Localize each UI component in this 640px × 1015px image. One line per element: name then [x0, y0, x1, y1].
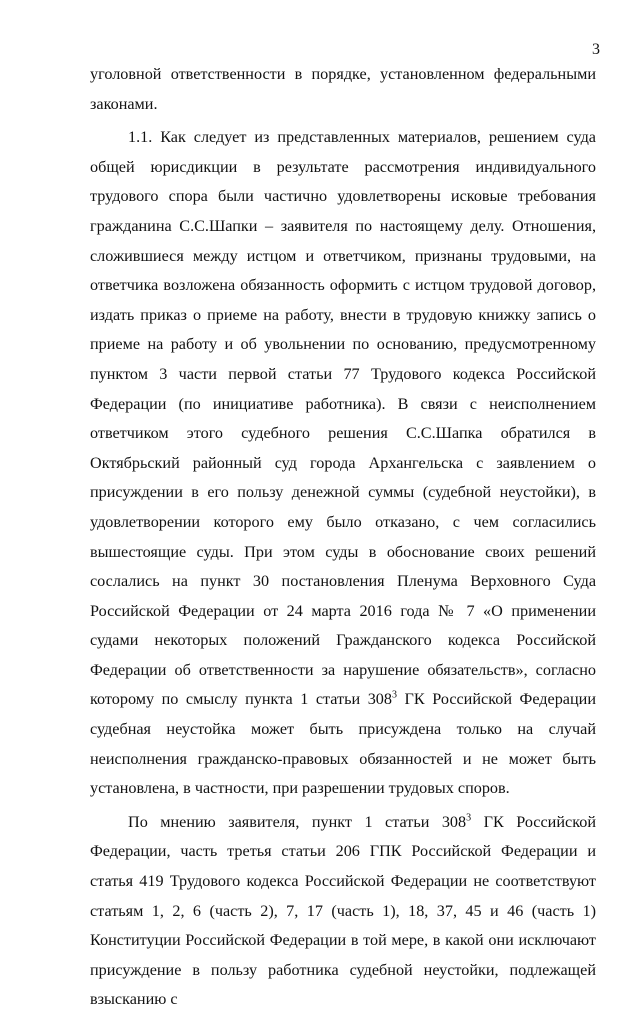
- document-body: [90, 60, 596, 1015]
- paragraph-1-text: уголовной ответственности в порядке, установленном федеральными законами.: [90, 65, 596, 113]
- paragraph-2-text-part-2: ГК Российской Федерации судебная неустойка может быть присуждена только на случай неисполнения гражданско-правовых обязанностей и не может быть установлена, в частности, при разрешении трудовых споров.: [90, 690, 596, 798]
- paragraph-1: [90, 60, 596, 119]
- paragraph-3-text-part-2: ГК Российской Федерации, часть третья статьи 206 ГПК Российской Федерации и статья 419 Трудового кодекса Российской Федерации не соответствуют статьям 1, 2, 6 (часть 2), 7, 17 (часть 1), 18, 37, 45 и 46 (часть 1) Конституции Российской Федерации в той мере, в какой они исключают присуждение в пользу работника судебной неустойки, подлежащей взысканию с: [90, 812, 596, 1009]
- paragraph-2-text-part-1: 1.1. Как следует из представленных материалов, решением суда общей юрисдикции в результате рассмотрения индивидуального трудового спора были частично удовлетворены исковые требования гражданина С.С.Шапки – заявителя по настоящему делу. Отношения, сложившиеся между истцом и ответчиком, признаны трудовыми, на ответчика возложена обязанность оформить с истцом трудовой договор, издать приказ о приеме на работу, внести в трудовую книжку запись о приеме на работу и об увольнении по основанию, предусмотренному пунктом 3 части первой статьи 77 Трудового кодекса Российской Федерации (по инициативе работника). В связи с неисполнением ответчиком этого судебного решения С.С.Шапка обратился в Октябрьский районный суд города Архангельска с заявлением о присуждении в его пользу денежной суммы (судебной неустойки), в удовлетворении которого ему было отказано, с чем согласились вышестоящие суды. При этом суды в обоснование своих решений сослались на пункт 30 постановления Пленума Верховного Суда Российской Федерации от 24 марта 2016 года № 7 «О применении судами некоторых положений Гражданского кодекса Российской Федерации об ответственности за нарушение обязательств», согласно которому по смыслу пункта 1 статьи 308: [90, 128, 596, 709]
- article-superscript: 3: [466, 812, 472, 824]
- article-superscript: 3: [391, 690, 397, 702]
- page-number: 3: [592, 41, 600, 58]
- paragraph-2: [90, 123, 596, 804]
- paragraph-3: [90, 808, 596, 1015]
- paragraph-3-text-part-1: По мнению заявителя, пункт 1 статьи 308: [128, 812, 467, 831]
